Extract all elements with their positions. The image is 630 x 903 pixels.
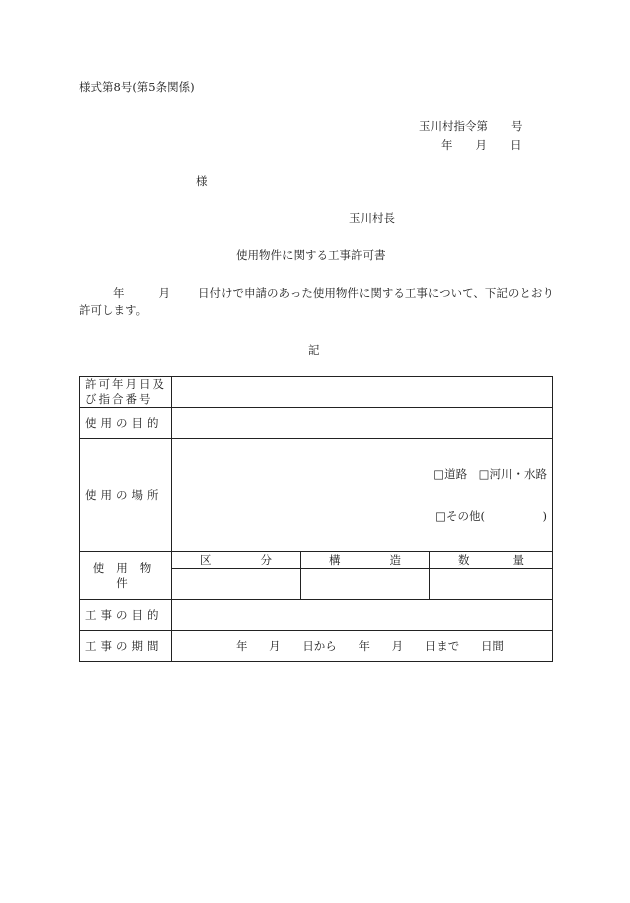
permit-table xyxy=(79,376,553,662)
col-header-kubun: 区 分 xyxy=(172,552,301,569)
label-permit-date-line2: び指合番号 xyxy=(85,392,153,406)
value-work-period[interactable] xyxy=(172,631,553,662)
ki-heading: 記 xyxy=(308,343,320,357)
body-paragraph xyxy=(79,285,554,319)
row-use-purpose xyxy=(80,408,553,439)
issuer-name: 玉川村長 xyxy=(349,211,395,225)
issue-date: 年 月 日 xyxy=(441,138,522,152)
value-suryo[interactable] xyxy=(430,569,553,600)
label-work-period: 工事の期間 xyxy=(80,631,172,662)
body-year: 年 xyxy=(113,286,125,300)
addressee-suffix: 様 xyxy=(196,174,208,188)
row-work-period xyxy=(80,631,553,662)
location-options[interactable] xyxy=(172,439,553,552)
row-use-location xyxy=(80,439,553,552)
label-use-purpose: 使用の目的 xyxy=(80,408,172,439)
location-options-line2: □その他( ) xyxy=(435,509,547,523)
period-month-2: 月 xyxy=(391,639,404,653)
value-permit-date[interactable] xyxy=(172,377,553,408)
label-permit-date-line1: 許可年月日及 xyxy=(85,377,166,391)
col-header-kozo: 構 造 xyxy=(301,552,430,569)
row-permit-date xyxy=(80,377,553,408)
label-work-purpose: 工事の目的 xyxy=(80,600,172,631)
form-code: 様式第8号(第5条関係) xyxy=(79,80,195,94)
body-month: 月 xyxy=(158,286,170,300)
value-kubun[interactable] xyxy=(172,569,301,600)
value-work-purpose[interactable] xyxy=(172,600,553,631)
label-property: 使用物件 xyxy=(80,552,172,600)
value-kozo[interactable] xyxy=(301,569,430,600)
row-work-purpose xyxy=(80,600,553,631)
period-month-1: 月 xyxy=(269,639,281,653)
document-title: 使用物件に関する工事許可書 xyxy=(236,248,386,262)
row-property-header xyxy=(80,552,553,569)
period-year-1: 年 xyxy=(236,639,248,653)
body-text: 日付けで申請のあった使用物件に関する工事について、下記のとおり許可します。 xyxy=(79,286,554,317)
period-days: 日間 xyxy=(480,639,504,653)
period-year-2: 年 xyxy=(358,639,370,653)
value-use-purpose[interactable] xyxy=(172,408,553,439)
location-options-line1: □道路 □河川・水路 xyxy=(433,467,547,481)
label-use-location: 使用の場所 xyxy=(80,439,172,552)
period-day-until: 日まで xyxy=(424,639,460,653)
period-day-from: 日から xyxy=(302,639,337,653)
issue-number: 玉川村指令第 号 xyxy=(419,119,523,133)
col-header-suryo: 数 量 xyxy=(430,552,553,569)
label-permit-date xyxy=(80,377,172,408)
